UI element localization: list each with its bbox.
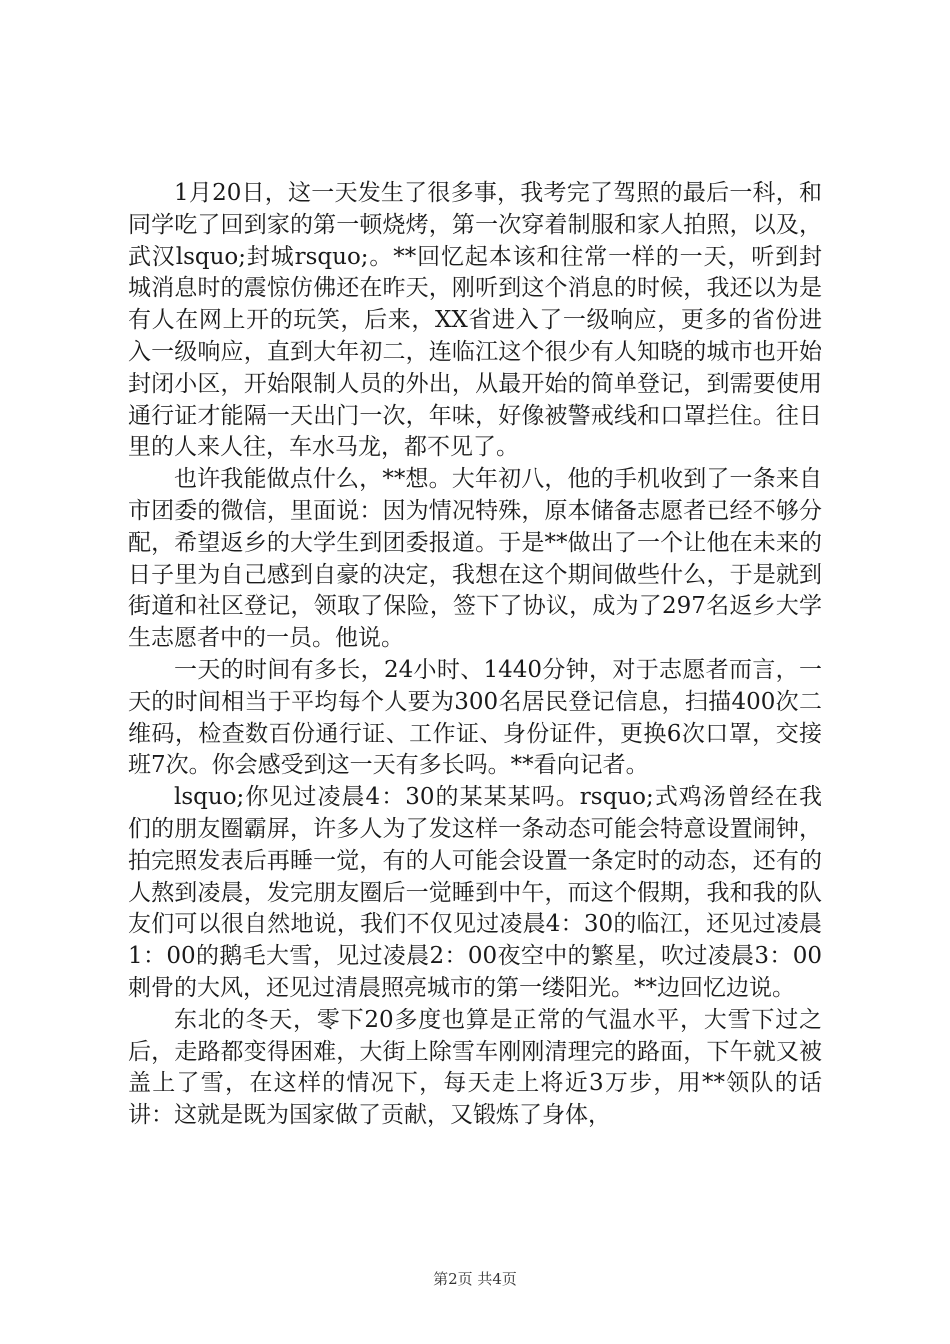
paragraph-2: 也许我能做点什么，**想。大年初八，他的手机收到了一条来自市团委的微信，里面说：因为情况特殊，原本储备志愿者已经不够分配，希望返乡的大学生到团委报道。于是**做出了一个让他在未来的日子里为自己感到自豪的决定，我想在这个期间做些什么，于是就到街道和社区登记，领取了保险，签下了协议，成为了297名返乡大学生志愿者中的一员。他说。 — [128, 466, 822, 652]
paragraph-3: 一天的时间有多长，24小时、1440分钟，对于志愿者而言，一天的时间相当于平均每个人要为300名居民登记信息，扫描400次二维码，检查数百份通行证、工作证、身份证件，更换6次口罩，交接班7次。你会感受到这一天有多长吗。**看向记者。 — [128, 656, 822, 779]
page-number: 第2页 共4页 — [433, 1270, 517, 1288]
paragraph-5: 东北的冬天，零下20多度也算是正常的气温水平，大雪下过之后，走路都变得困难，大街上除雪车刚刚清理完的路面，下午就又被盖上了雪，在这样的情况下，每天走上将近3万步，用**领队的话讲：这就是既为国家做了贡献，又锻炼了身体， — [128, 1006, 822, 1129]
article-body — [128, 178, 822, 1132]
paragraph-1: 1月20日，这一天发生了很多事，我考完了驾照的最后一科，和同学吃了回到家的第一顿烧烤，第一次穿着制服和家人拍照，以及，武汉lsquo;封城rsquo;。**回忆起本该和往常一样的一天，听到封城消息时的震惊仿佛还在昨天，刚听到这个消息的时候，我还以为是有人在网上开的玩笑，后来，XX省进入了一级响应，更多的省份进入一级响应，直到大年初二，连临江这个很少有人知晓的城市也开始封闭小区，开始限制人员的外出，从最开始的简单登记，到需要使用通行证才能隔一天出门一次，年味，好像被警戒线和口罩拦住。往日里的人来人往，车水马龙，都不见了。 — [128, 180, 822, 461]
page-footer — [0, 1268, 950, 1289]
paragraph-4: lsquo;你见过凌晨4：30的某某某吗。rsquo;式鸡汤曾经在我们的朋友圈霸屏，许多人为了发这样一条动态可能会特意设置闹钟，拍完照发表后再睡一觉，有的人可能会设置一条定时的动态，还有的人熬到凌晨，发完朋友圈后一觉睡到中午，而这个假期，我和我的队友们可以很自然地说，我们不仅见过凌晨4：30的临江，还见过凌晨1：00的鹅毛大雪，见过凌晨2：00夜空中的繁星，吹过凌晨3：00刺骨的大风，还见过清晨照亮城市的第一缕阳光。**边回忆边说。 — [128, 784, 822, 1001]
